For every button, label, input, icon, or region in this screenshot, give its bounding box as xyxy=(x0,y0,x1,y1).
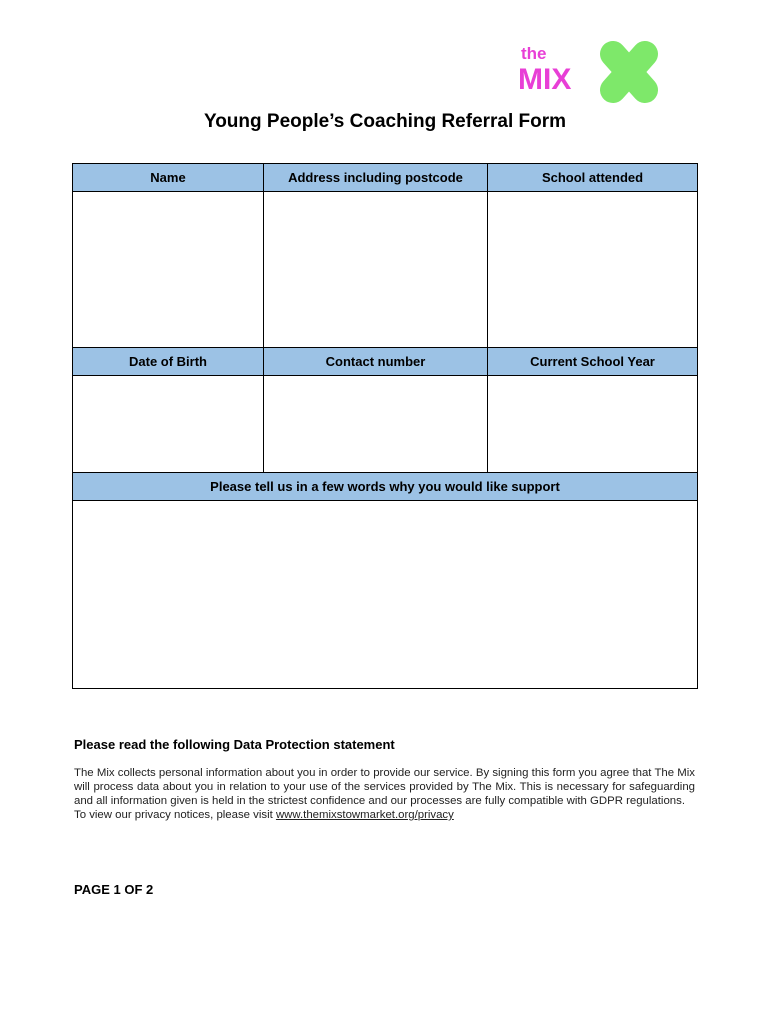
name-field[interactable] xyxy=(73,192,264,348)
header-row-1 xyxy=(73,164,698,192)
logo-small-text: the xyxy=(521,44,547,63)
header-contact-number: Contact number xyxy=(264,348,488,376)
header-address: Address including postcode xyxy=(264,164,488,192)
privacy-line xyxy=(74,808,695,822)
the-mix-logo xyxy=(515,40,660,112)
header-name: Name xyxy=(73,164,264,192)
header-current-school-year: Current School Year xyxy=(488,348,698,376)
school-attended-field[interactable] xyxy=(488,192,698,348)
input-row-2 xyxy=(73,376,698,473)
data-protection-statement xyxy=(74,766,695,822)
header-row-2 xyxy=(73,348,698,376)
page-number: PAGE 1 OF 2 xyxy=(74,882,154,897)
header-row-3 xyxy=(73,473,698,501)
referral-form-table xyxy=(72,163,698,689)
input-row-3 xyxy=(73,501,698,689)
data-protection-body: The Mix collects personal information about you in order to provide our service. By signing this form you agree that The Mix will process data about you in relation to your use of the services provided by The Mix. This is necessary for safeguarding and all information given is held in the strictest confidence and our processes are fully compatible with GDPR regulations. xyxy=(74,767,695,807)
input-row-1 xyxy=(73,192,698,348)
contact-number-field[interactable] xyxy=(264,376,488,473)
data-protection-heading: Please read the following Data Protection statement xyxy=(74,737,395,752)
privacy-prefix: To view our privacy notices, please visit xyxy=(74,809,276,821)
header-date-of-birth: Date of Birth xyxy=(73,348,264,376)
current-school-year-field[interactable] xyxy=(488,376,698,473)
logo-graphic xyxy=(515,40,660,112)
header-support-reason: Please tell us in a few words why you would like support xyxy=(73,473,698,501)
privacy-link[interactable]: www.themixstowmarket.org/privacy xyxy=(275,809,454,821)
page-title: Young People’s Coaching Referral Form xyxy=(203,111,567,132)
address-field[interactable] xyxy=(264,192,488,348)
header-school-attended: School attended xyxy=(488,164,698,192)
support-reason-field[interactable] xyxy=(73,501,698,689)
date-of-birth-field[interactable] xyxy=(73,376,264,473)
logo-x-shape xyxy=(613,54,645,90)
logo-big-text: MIX xyxy=(518,63,572,96)
